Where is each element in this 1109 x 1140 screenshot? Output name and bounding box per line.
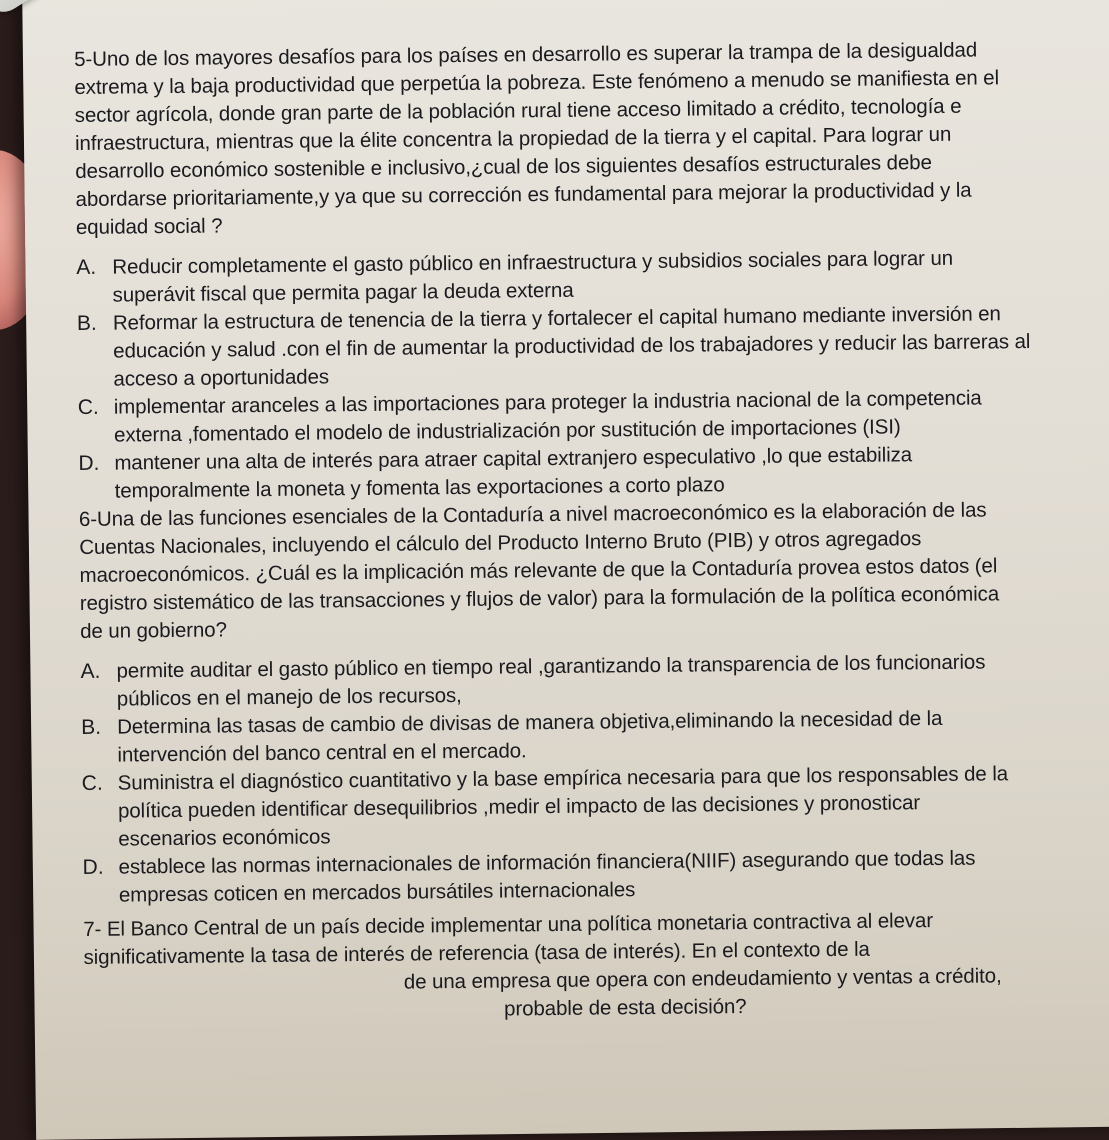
question-6-option-b <box>81 704 1062 770</box>
question-5-option-a <box>76 244 1057 310</box>
option-letter: D. <box>82 855 104 879</box>
option-text-line: Suministra el diagnóstico cuantitativo y la base empírica necesaria para que los responsables de la <box>117 762 1009 795</box>
text-line: de un gobierno? <box>80 618 227 643</box>
question-6-option-a <box>80 648 1061 714</box>
question-6-option-d <box>82 844 1063 910</box>
question-5-option-b <box>77 300 1058 394</box>
option-text-line: empresas coticen en mercados bursátiles internacionales <box>118 878 636 907</box>
option-text-line: superávit fiscal que permita pagar la deuda externa <box>112 278 574 307</box>
option-text-line: públicos en el manejo de los recursos, <box>116 683 462 711</box>
option-text-line: escenarios económicos <box>118 825 331 851</box>
option-text-line: permite auditar el gasto público en tiempo real ,garantizando la transparencia de los funcionarios <box>116 650 986 683</box>
option-text-line: Reducir completamente el gasto público en infraestructura y subsidios sociales para lograr un <box>112 246 954 279</box>
text-line: equidad social ? <box>75 214 223 239</box>
option-letter: B. <box>81 715 102 739</box>
question-7 <box>83 906 1064 1028</box>
text-line: sector agrícola, donde gran parte de la población rural tiene acceso limitado a crédito, tecnología e <box>74 94 962 127</box>
text-line: de una empresa que opera con endeudamiento y ventas a crédito, <box>403 964 1002 994</box>
question-5-option-c <box>78 384 1059 450</box>
text-line: registro sistemático de las transacciones y flujos de valor) para la formulación de la política económica <box>79 582 1000 615</box>
text-line: macroeconómicos. ¿Cuál es la implicación más relevante de que la Contaduría provea estos datos (el <box>79 554 998 587</box>
question-5-text <box>74 36 1056 242</box>
option-letter: D. <box>78 451 100 475</box>
option-text-line: intervención del banco central en el mercado. <box>117 739 527 767</box>
option-text-line: Reformar la estructura de tenencia de la tierra y fortalecer el capital humano mediante inversión en <box>112 302 1001 335</box>
option-text-line: educación y salud .con el fin de aumentar la productividad de los trabajadores y reducir las barreras al <box>113 330 1031 363</box>
option-letter: A. <box>76 255 97 279</box>
question-6 <box>79 496 1063 910</box>
option-text-line: mantener una alta de interés para atraer capital extranjero especulativo ,lo que estabiliza <box>114 443 913 475</box>
question-6-option-c <box>82 760 1063 854</box>
option-letter: A. <box>80 659 101 683</box>
text-line: significativamente la tasa de interés de referencia (tasa de interés). En el contexto de la <box>83 937 870 969</box>
option-text-line: externa ,fomentado el modelo de industrialización por sustitución de importaciones (ISI) <box>113 415 901 447</box>
text-line: 5-Uno de los mayores desafíos para los países en desarrollo es superar la trampa de la desigualdad <box>74 38 978 71</box>
question-5 <box>74 36 1059 506</box>
option-text-line: implementar aranceles a las importaciones para proteger la industria nacional de la competencia <box>113 386 982 419</box>
question-6-text <box>79 496 1060 646</box>
option-text-line: establece las normas internacionales de información financiera(NIIF) asegurando que todas las <box>118 846 976 879</box>
question-5-option-d <box>78 440 1059 506</box>
text-line: 6-Una de las funciones esenciales de la Contaduría a nivel macroeconómico es la elaboración de las <box>78 498 987 531</box>
exam-document <box>74 36 1064 1028</box>
text-line: Cuentas Nacionales, incluyendo el cálculo del Producto Interno Bruto (PIB) y otros agregados <box>79 527 922 559</box>
option-text-line: Determina las tasas de cambio de divisas de manera objetiva,eliminando la necesidad de la <box>117 706 943 739</box>
option-letter: C. <box>81 771 103 795</box>
option-letter: C. <box>77 395 99 419</box>
text-line: infraestructura, mientras que la élite concentra la propiedad de la tierra y el capital. Para lograr un <box>74 122 952 155</box>
option-text-line: acceso a oportunidades <box>113 365 330 391</box>
text-line: desarrollo económico sostenible e inclusivo,¿cual de los siguientes desafíos estructurales debe <box>75 151 932 183</box>
text-line: 7- El Banco Central de un país decide implementar una política monetaria contractiva al elevar <box>83 909 934 941</box>
text-line: abordarse prioritariamente,y ya que su corrección es fundamental para mejorar la productividad y la <box>75 178 972 211</box>
option-text-line: política pueden identificar desequilibrios ,medir el impacto de las decisiones y pronosticar <box>117 791 921 823</box>
option-letter: B. <box>76 311 97 335</box>
text-line: probable de esta decisión? <box>503 995 747 1021</box>
text-line: extrema y la baja productividad que perpetúa la pobreza. Este fenómeno a menudo se manifiesta en el <box>74 66 1000 99</box>
option-text-line: temporalmente la moneta y fomenta las exportaciones a corto plazo <box>114 473 725 503</box>
